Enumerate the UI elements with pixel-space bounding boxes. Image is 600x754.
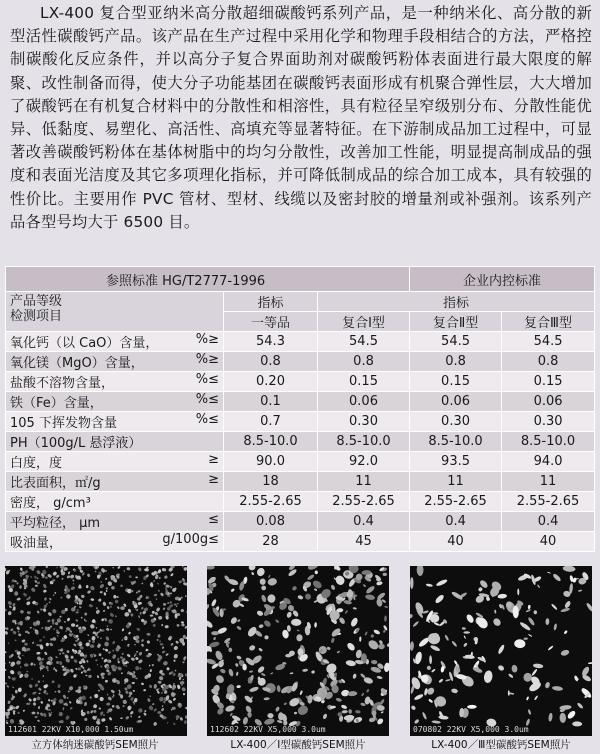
test-item-name: 氧化镁（MgO）含量，: [10, 356, 144, 371]
sem-particle: [211, 631, 219, 635]
value-cell: 0.15: [502, 372, 595, 392]
value-cell: 0.08: [224, 512, 318, 532]
sem-photo-cubic: [5, 566, 187, 736]
header-caption: [6, 292, 224, 332]
product-description: LX-400 复合型亚纳米高分散超细碳酸钙系列产品，是一种纳米化、高分散的新型活性碳酸钙产品。该产品在生产过程中采用化学和物理手段相结合的方法，严格控制碳酸化反应条件，并以高分子复合界面助剂对碳酸钙粉体表面进行最大限度的解聚、改性制备而得，使大分子功能基团在碳酸钙表面形成有机聚合弹性层，大大增加了碳酸钙在有机复合材料中的分散性和相溶性，具有粒径呈窄级别分布、分散性能优异、低黏度、易塑化、高活性、高填充等显著特征。在下游制成品加工过程中，可显著改善碳酸钙粉体在基体树脂中的均匀分散性，改善加工性能，明显提高制成品的强度和表面光洁度及其它多项理化指标，并可降低制成品的综合加工成本，具有较强的性价比。主要用作 PVC 管材、型材、线缆以及密封胶的增量剂或补强剂。该系列产品各型号均大于 6500 目。: [10, 4, 592, 231]
sem-particle: [93, 710, 96, 713]
sem-particle: [463, 631, 470, 634]
test-item-cell: [6, 392, 224, 412]
grade-header: 复合Ⅰ型: [318, 312, 410, 332]
test-item-cell: [6, 532, 224, 552]
value-cell: 40: [502, 532, 595, 552]
value-cell: 0.06: [318, 392, 410, 412]
test-item-unit: %≥: [195, 332, 219, 347]
test-item-cell: [6, 412, 224, 432]
scale-bar-text: 070802 22KV X5,000 3.0um: [413, 725, 529, 734]
test-item-unit: %≥: [195, 352, 219, 367]
value-cell: 11: [502, 472, 595, 492]
table-row: [6, 332, 595, 352]
photo-caption: LX-400／Ⅲ型碳酸钙SEM照片: [431, 739, 571, 751]
test-item-unit: ≥: [208, 452, 219, 467]
test-item-unit: g/100g≤: [162, 532, 219, 547]
value-cell: 0.1: [224, 392, 318, 412]
value-cell: 93.5: [410, 452, 502, 472]
value-cell: 28: [224, 532, 318, 552]
test-item-name: 密度， g/cm³: [10, 496, 91, 511]
sem-particle: [13, 606, 16, 610]
test-item-cell: [6, 332, 224, 352]
value-cell: 0.8: [224, 352, 318, 372]
value-cell: 94.0: [502, 452, 595, 472]
sem-particle: [107, 660, 110, 662]
table-row: [6, 452, 595, 472]
grade-header: 一等品: [224, 312, 318, 332]
product-grade-label: 产品等级: [10, 294, 63, 309]
value-cell: 18: [224, 472, 318, 492]
value-cell: 2.55-2.65: [224, 492, 318, 512]
value-cell: 0.15: [318, 372, 410, 392]
table-row: [6, 372, 595, 392]
index-header-b: 指标: [318, 292, 595, 312]
scale-bar-text: 112602 22KV X5,000 3.0um: [210, 725, 326, 734]
test-item-unit: %≤: [195, 392, 219, 407]
value-cell: 2.55-2.65: [410, 492, 502, 512]
index-header-a: 指标: [224, 292, 318, 312]
value-cell: 0.06: [502, 392, 595, 412]
test-item-cell: [6, 512, 224, 532]
test-item-unit: %≤: [195, 412, 219, 427]
value-cell: 0.4: [318, 512, 410, 532]
test-item-name: 105 下挥发物含量: [10, 416, 117, 431]
test-item-name: 铁（Fe）含量，: [10, 396, 103, 411]
scale-bar-text: 112601 22KV X10,000 1.50um: [8, 725, 134, 734]
test-item-label: 检测项目: [10, 309, 63, 324]
test-item-cell: [6, 452, 224, 472]
test-item-unit: ≤: [208, 512, 219, 527]
test-item-unit: %≤: [195, 372, 219, 387]
value-cell: 54.5: [318, 332, 410, 352]
value-cell: 8.5-10.0: [410, 432, 502, 452]
value-cell: 0.7: [224, 412, 318, 432]
value-cell: 0.8: [502, 352, 595, 372]
table-row: [6, 412, 595, 432]
value-cell: 0.30: [410, 412, 502, 432]
value-cell: 40: [410, 532, 502, 552]
sem-photo-type1: [207, 566, 389, 736]
sem-particle: [410, 577, 413, 589]
table-row: [6, 492, 595, 512]
table-row: [6, 532, 595, 552]
value-cell: 0.8: [318, 352, 410, 372]
sem-particle: [95, 716, 97, 718]
value-cell: 8.5-10.0: [502, 432, 595, 452]
sem-photos: [0, 566, 600, 754]
value-cell: 0.4: [502, 512, 595, 532]
test-item-cell: [6, 352, 224, 372]
sem-particle: [76, 611, 79, 613]
value-cell: 11: [410, 472, 502, 492]
sem-image: [410, 566, 592, 736]
test-item-cell: [6, 432, 224, 452]
value-cell: 0.8: [410, 352, 502, 372]
value-cell: 0.15: [410, 372, 502, 392]
test-item-name: 盐酸不溶物含量，: [10, 376, 115, 391]
value-cell: 92.0: [318, 452, 410, 472]
sem-particle: [124, 678, 128, 682]
value-cell: 0.20: [224, 372, 318, 392]
grade-header: 复合Ⅱ型: [410, 312, 502, 332]
table-row: [6, 392, 595, 412]
table-row: [6, 432, 595, 452]
test-item-name: 吸油量，: [10, 536, 63, 551]
internal-standard: 企业内控标准: [410, 267, 595, 292]
value-cell: 8.5-10.0: [318, 432, 410, 452]
value-cell: 2.55-2.65: [502, 492, 595, 512]
table-row: [6, 472, 595, 492]
test-item-name: 氧化钙（以 CaO）含量，: [10, 336, 159, 351]
value-cell: 54.3: [224, 332, 318, 352]
grade-header: 复合Ⅲ型: [502, 312, 595, 332]
value-cell: 8.5-10.0: [224, 432, 318, 452]
value-cell: 54.5: [410, 332, 502, 352]
test-item-name: 白度，度: [10, 456, 63, 471]
sem-particle: [19, 621, 22, 626]
test-item-cell: [6, 472, 224, 492]
table-row: [6, 352, 595, 372]
value-cell: 2.55-2.65: [318, 492, 410, 512]
photo-caption: LX-400／Ⅰ型碳酸钙SEM照片: [230, 739, 366, 751]
value-cell: 0.06: [410, 392, 502, 412]
reference-standard: 参照标准 HG/T2777-1996: [6, 267, 410, 292]
table-row: [6, 512, 595, 532]
test-item-cell: [6, 372, 224, 392]
sem-photo-type3: [410, 566, 592, 736]
sem-image: [207, 566, 389, 736]
test-item-cell: [6, 492, 224, 512]
spec-table: [5, 266, 595, 552]
value-cell: 54.5: [502, 332, 595, 352]
value-cell: 0.30: [502, 412, 595, 432]
test-item-unit: ≥: [208, 472, 219, 487]
test-item-name: 平均粒径， μm: [10, 516, 101, 531]
sem-particle: [32, 712, 36, 715]
value-cell: 11: [318, 472, 410, 492]
value-cell: 45: [318, 532, 410, 552]
value-cell: 0.4: [410, 512, 502, 532]
value-cell: 90.0: [224, 452, 318, 472]
sem-image: [5, 566, 187, 736]
value-cell: 0.30: [318, 412, 410, 432]
test-item-name: PH（100g/L 悬浮液）: [10, 436, 142, 451]
photo-caption: 立方体纳迷碳酸钙SEM照片: [31, 739, 159, 751]
test-item-name: 比表面积，㎡/g: [10, 476, 101, 491]
